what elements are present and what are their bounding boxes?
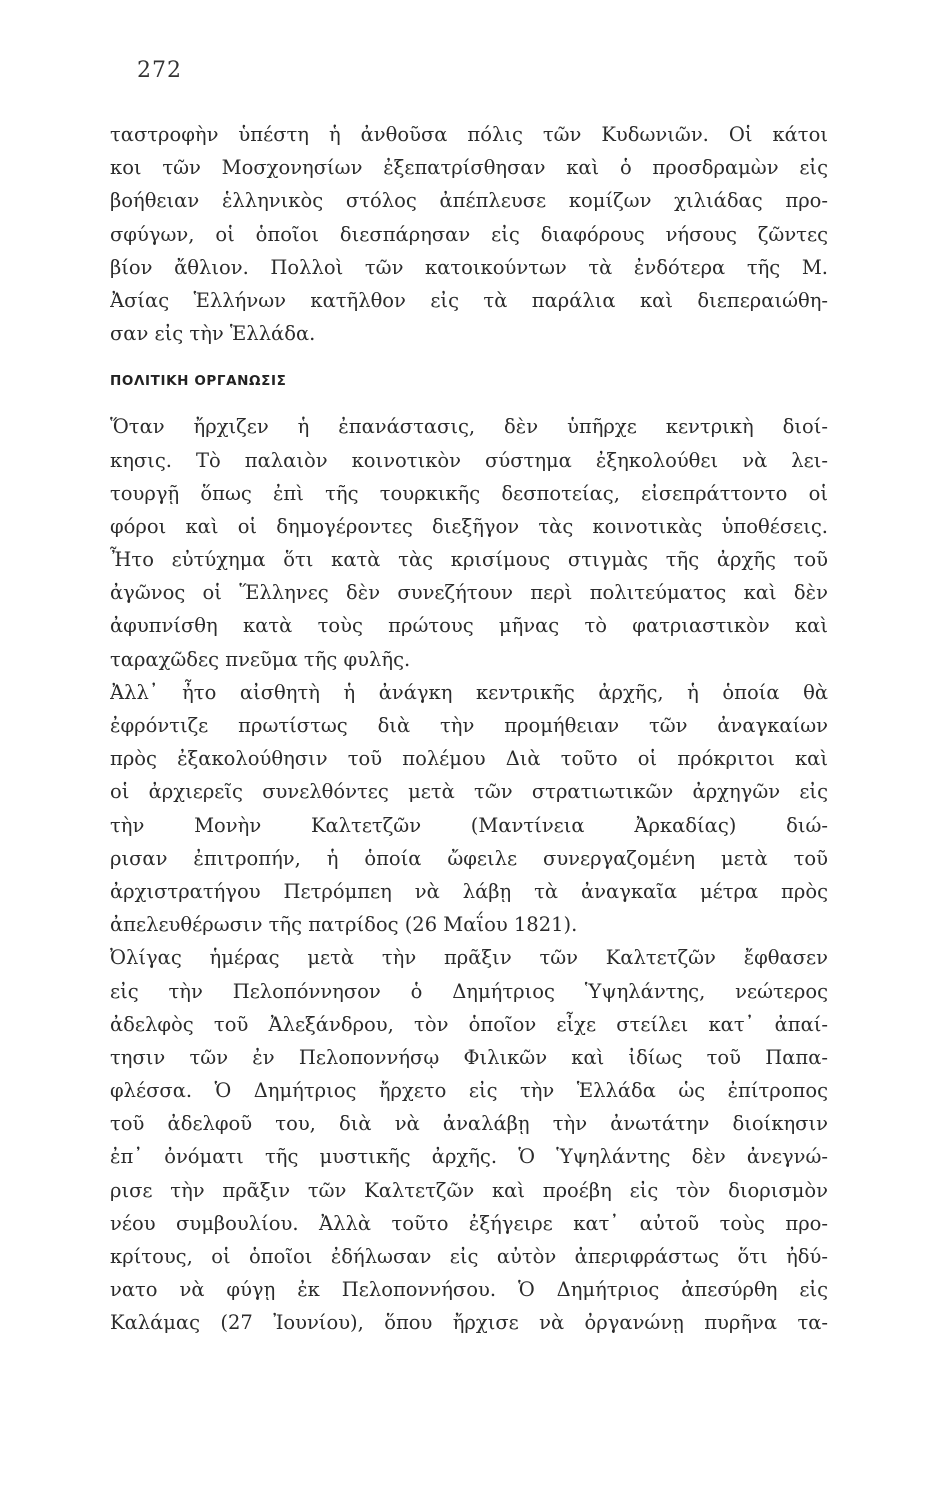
text-line: κρίτους, οἱ ὁποῖοι ἐδήλωσαν εἰς αὐτὸν ἀπεριφράστως ὅτι ἠδύ- [110, 1245, 828, 1268]
text-line: κησις. Τὸ παλαιὸν κοινοτικὸν σύστημα ἐξηκολούθει νὰ λει- [110, 448, 828, 472]
text-line: Ἀλλ᾽ ἦτο αἰσθητὴ ἡ ἀνάγκη κεντρικῆς ἀρχῆς, ἡ ὁποία θὰ [110, 680, 828, 704]
text-line: φλέσσα. Ὁ Δημήτριος ἤρχετο εἰς τὴν Ἑλλάδα ὡς ἐπίτροπος [110, 1079, 828, 1103]
text-line: εἰς τὴν Πελοπόννησον ὁ Δημήτριος Ὑψηλάντης, νεώτερος [110, 979, 828, 1003]
text-line: ρισαν ἐπιτροπήν, ἡ ὁποία ὤφειλε συνεργαζομένη μετὰ τοῦ [110, 846, 828, 870]
text-line: Ὀλίγας ἡμέρας μετὰ τὴν πρᾶξιν τῶν Καλτετζῶν ἔφθασεν [110, 946, 828, 970]
text-line: σαν εἰς τὴν Ἑλλάδα. [110, 322, 316, 346]
text-line: ἀρχιστρατήγου Πετρόμπεη νὰ λάβῃ τὰ ἀναγκαῖα μέτρα πρὸς [110, 879, 828, 903]
text-line: βίον ἄθλιον. Πολλοὶ τῶν κατοικούντων τὰ ἐνδότερα τῆς Μ. [110, 255, 828, 279]
text-line: Καλάμας (27 Ἰουνίου), ὅπου ἤρχισε νὰ ὀργανώνῃ πυρῆνα τα- [110, 1311, 828, 1335]
text-line: Ἀσίας Ἑλλήνων κατῆλθον εἰς τὰ παράλια καὶ διεπεραιώθη- [110, 288, 828, 312]
section-heading: ΠΟΛΙΤΙΚΗ ΟΡΓΑΝΩΣΙΣ [110, 373, 287, 390]
body-text [110, 118, 828, 1340]
text-line: ἀγῶνος οἱ Ἕλληνες δὲν συνεζήτουν περὶ πολιτεύματος καὶ δὲν [110, 581, 828, 605]
text-line: ρισε τὴν πρᾶξιν τῶν Καλτετζῶν καὶ προέβη εἰς τὸν διορισμὸν [110, 1178, 828, 1202]
text-line: οἱ ἀρχιερεῖς συνελθόντες μετὰ τῶν στρατιωτικῶν ἀρχηγῶν εἰς [110, 780, 828, 804]
text-line: πρὸς ἐξακολούθησιν τοῦ πολέμου Διὰ τοῦτο οἱ πρόκριτοι καὶ [110, 747, 828, 771]
text-line: τοῦ ἀδελφοῦ του, διὰ νὰ ἀναλάβῃ τὴν ἀνωτάτην διοίκησιν [110, 1112, 828, 1136]
text-line: βοήθειαν ἑλληνικὸς στόλος ἀπέπλευσε κομίζων χιλιάδας προ- [110, 189, 828, 213]
text-line: νατο νὰ φύγῃ ἐκ Πελοποννήσου. Ὁ Δημήτριος ἀπεσύρθη εἰς [110, 1278, 828, 1302]
text-line: νέου συμβουλίου. Ἀλλὰ τοῦτο ἐξήγειρε κατ᾽ αὐτοῦ τοὺς προ- [110, 1211, 828, 1235]
text-line: σφύγων, οἱ ὁποῖοι διεσπάρησαν εἰς διαφόρους νήσους ζῶντες [110, 222, 828, 246]
text-line: ἀδελφὸς τοῦ Ἀλεξάνδρου, τὸν ὁποῖον εἶχε στείλει κατ᾽ ἀπαί- [110, 1012, 828, 1036]
paragraph-1 [110, 410, 828, 676]
text-line: ταραχῶδες πνεῦμα τῆς φυλῆς. [110, 647, 411, 671]
heading-spacer [110, 402, 828, 410]
text-line: κοι τῶν Μοσχονησίων ἐξεπατρίσθησαν καὶ ὁ προσδραμὼν εἰς [110, 156, 828, 180]
text-line: Ἦτο εὐτύχημα ὅτι κατὰ τὰς κρισίμους στιγμὰς τῆς ἀρχῆς τοῦ [110, 548, 828, 572]
paragraph-intro [110, 118, 828, 350]
text-line: ἀφυπνίσθη κατὰ τοὺς πρώτους μῆνας τὸ φατριαστικὸν καὶ [110, 614, 828, 638]
text-line: ἀπελευθέρωσιν τῆς πατρίδος (26 Μαΐου 1821). [110, 913, 578, 937]
text-line: ταστροφὴν ὑπέστη ἡ ἀνθοῦσα πόλις τῶν Κυδωνιῶν. Οἱ κάτοι [110, 123, 828, 146]
page-number: 272 [137, 58, 182, 83]
paragraph-2 [110, 676, 828, 942]
text-line: τὴν Μονὴν Καλτετζῶν (Μαντίνεια Ἀρκαδίας) διώ- [110, 813, 828, 837]
text-line: φόροι καὶ οἱ δημογέροντες διεξῆγον τὰς κοινοτικὰς ὑποθέσεις. [110, 514, 828, 538]
text-line: τησιν τῶν ἐν Πελοποννήσῳ Φιλικῶν καὶ ἰδίως τοῦ Παπα- [110, 1045, 828, 1069]
text-line: ἐπ᾽ ὀνόματι τῆς μυστικῆς ἀρχῆς. Ὁ Ὑψηλάντης δὲν ἀνεγνώ- [110, 1145, 828, 1169]
text-line: Ὅταν ἤρχιζεν ἡ ἐπανάστασις, δὲν ὑπῆρχε κεντρικὴ διοί- [110, 415, 828, 439]
text-line: τουργῇ ὅπως ἐπὶ τῆς τουρκικῆς δεσποτείας, εἰσεπράττοντο οἱ [110, 481, 828, 505]
paragraph-3 [110, 941, 828, 1339]
text-line: ἐφρόντιζε πρωτίστως διὰ τὴν προμήθειαν τῶν ἀναγκαίων [110, 714, 828, 737]
